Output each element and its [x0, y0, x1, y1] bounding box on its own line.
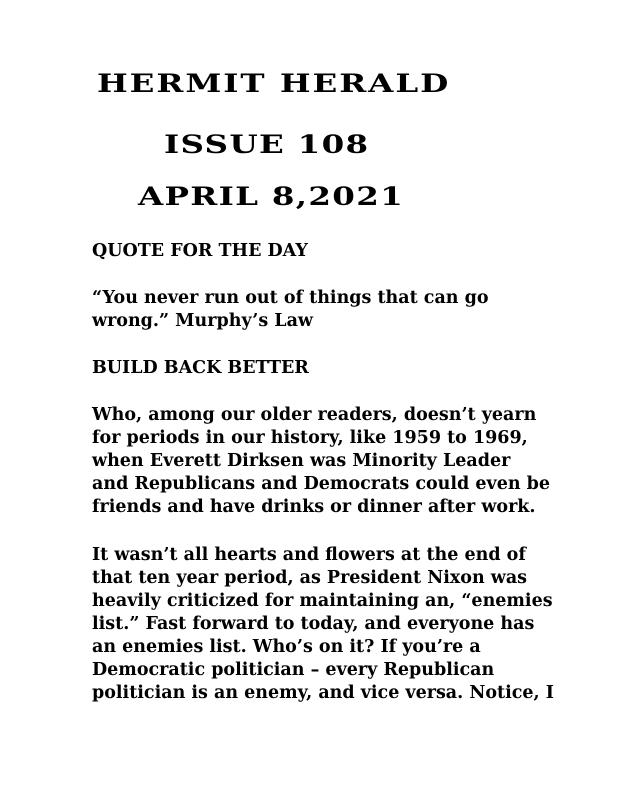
quote-heading: QUOTE FOR THE DAY [92, 241, 308, 261]
paragraph-line: list.” Fast forward to today, and everyone has [92, 614, 535, 634]
article-heading: BUILD BACK BETTER [92, 358, 309, 378]
paragraph-line: that ten year period, as President Nixon was [92, 568, 528, 588]
paragraph-line: Who, among our older readers, doesn’t yearn [92, 405, 537, 425]
paragraph-line: It wasn’t all hearts and flowers at the end of [92, 545, 526, 565]
paragraph-line: Democratic politician – every Republican [92, 660, 495, 680]
paragraph-line: politician is an enemy, and vice versa. Notice, I [92, 683, 554, 703]
masthead-title: HERMIT HERALD [97, 69, 451, 98]
quote-line: “You never run out of things that can go [92, 288, 489, 308]
paragraph-line: an enemies list. Who’s on it? If you’re a [92, 637, 481, 657]
paragraph-line: and Republicans and Democrats could even be [92, 474, 551, 494]
article-paragraph-2 [92, 544, 572, 705]
masthead-issue: ISSUE 108 [164, 130, 370, 159]
paragraph-line: for periods in our history, like 1959 to 1969, [92, 428, 528, 448]
quote-line: wrong.” Murphy’s Law [92, 311, 313, 331]
paragraph-line: heavily criticized for maintaining an, “enemies [92, 591, 553, 611]
paragraph-line: when Everett Dirksen was Minority Leader [92, 451, 511, 471]
article-paragraph-1 [92, 404, 572, 519]
quote-text [92, 287, 572, 333]
masthead-date: APRIL 8,2021 [138, 182, 405, 211]
paragraph-line: friends and have drinks or dinner after work. [92, 497, 536, 517]
